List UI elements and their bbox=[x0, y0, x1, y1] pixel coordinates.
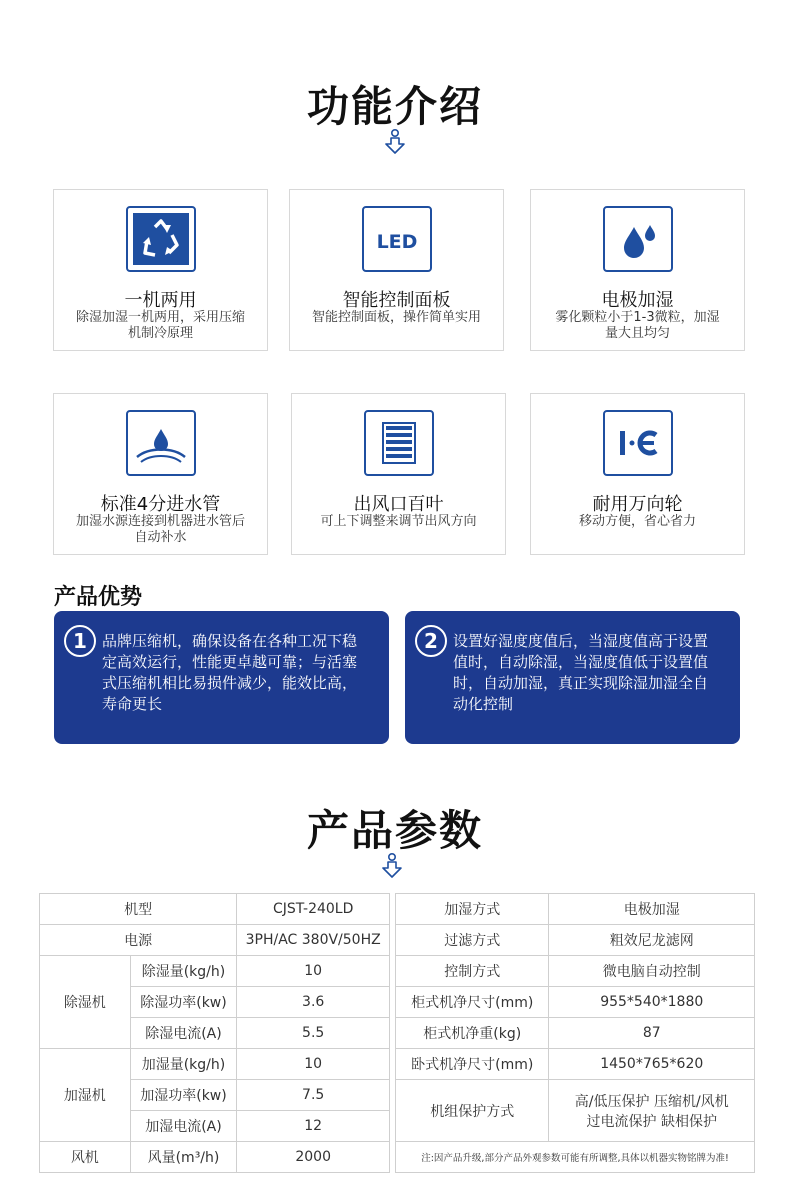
feature-desc: 移动方便，省心省力 bbox=[578, 514, 696, 529]
section-title-params: 产品参数 bbox=[306, 806, 483, 855]
param-label: 柜式机净重(kg) bbox=[396, 1018, 549, 1049]
feature-title: 标准4分进水管 bbox=[100, 494, 221, 515]
feature-title: 智能控制面板 bbox=[342, 290, 451, 311]
param-value: 3PH/AC 380V/50HZ bbox=[237, 925, 390, 956]
params-table-right bbox=[395, 893, 755, 1173]
feature-desc: 智能控制面板，操作简单实用 bbox=[312, 310, 482, 325]
down-arrow-icon bbox=[383, 128, 407, 154]
feature-card-air-vent bbox=[291, 393, 506, 555]
advantage-card-2 bbox=[405, 611, 740, 744]
protection-line-2: 过电流保护 缺相保护 bbox=[586, 1113, 717, 1130]
feature-card-caster bbox=[530, 393, 745, 555]
section-title-features: 功能介绍 bbox=[306, 82, 483, 131]
param-value: 3.6 bbox=[237, 987, 390, 1018]
param-label: 风量(m³/h) bbox=[130, 1142, 237, 1173]
feature-desc: 加湿水源连接到机器进水管后自动补水 bbox=[76, 514, 246, 545]
param-group: 除湿机 bbox=[40, 956, 131, 1049]
param-label: 机型 bbox=[40, 894, 237, 925]
led-icon-text: LED bbox=[376, 231, 417, 253]
param-label: 加湿电流(A) bbox=[130, 1111, 237, 1142]
param-label: 除湿功率(kw) bbox=[130, 987, 237, 1018]
water-drops-icon bbox=[603, 206, 673, 272]
params-note: 注:因产品升级,部分产品外观参数可能有所调整,具体以机器实物铭牌为准! bbox=[396, 1142, 755, 1173]
param-label: 电源 bbox=[40, 925, 237, 956]
param-value: 10 bbox=[237, 956, 390, 987]
feature-card-smart-panel bbox=[289, 189, 504, 351]
param-label: 除湿量(kg/h) bbox=[130, 956, 237, 987]
water-pipe-icon bbox=[126, 410, 196, 476]
feature-card-water-pipe bbox=[53, 393, 268, 555]
advantage-card-1 bbox=[54, 611, 389, 744]
feature-card-electrode bbox=[530, 189, 745, 351]
advantages-heading: 产品优势 bbox=[54, 584, 143, 610]
param-value: 5.5 bbox=[237, 1018, 390, 1049]
param-label: 加湿量(kg/h) bbox=[130, 1049, 237, 1080]
feature-desc: 可上下调整来调节出风方向 bbox=[320, 514, 477, 529]
param-label: 柜式机净尺寸(mm) bbox=[396, 987, 549, 1018]
param-value: 微电脑自动控制 bbox=[549, 956, 755, 987]
param-label: 过滤方式 bbox=[396, 925, 549, 956]
down-arrow-icon bbox=[380, 852, 404, 878]
caster-wheel-icon bbox=[603, 410, 673, 476]
params-table-left bbox=[39, 893, 390, 1173]
advantage-text: 设置好湿度度值后，当湿度值高于设置值时，自动除湿，当湿度值低于设置值时，自动加湿，真正实现除湿加湿全自动化控制 bbox=[453, 632, 709, 713]
feature-desc: 雾化颗粒小于1-3微粒，加湿量大且均匀 bbox=[555, 310, 720, 341]
param-value: 87 bbox=[549, 1018, 755, 1049]
advantage-text: 品牌压缩机，确保设备在各种工况下稳定高效运行，性能更卓越可靠；与活塞式压缩机相比易损件减少，能效比高，寿命更长 bbox=[102, 632, 358, 713]
param-value-protection bbox=[549, 1080, 755, 1142]
param-value: 电极加湿 bbox=[549, 894, 755, 925]
param-label: 加湿功率(kw) bbox=[130, 1080, 237, 1111]
feature-card-dual-use bbox=[53, 189, 268, 351]
feature-title: 耐用万向轮 bbox=[592, 494, 683, 515]
param-label: 除湿电流(A) bbox=[130, 1018, 237, 1049]
feature-title: 出风口百叶 bbox=[353, 494, 444, 515]
param-group: 风机 bbox=[40, 1142, 131, 1173]
feature-desc: 除湿加湿一机两用，采用压缩机制冷原理 bbox=[76, 310, 246, 341]
param-value: 7.5 bbox=[237, 1080, 390, 1111]
protection-line-1: 高/低压保护 压缩机/风机 bbox=[574, 1093, 729, 1110]
param-value: 10 bbox=[237, 1049, 390, 1080]
param-label: 加湿方式 bbox=[396, 894, 549, 925]
feature-title: 一机两用 bbox=[124, 290, 197, 311]
advantage-number: 2 bbox=[415, 625, 447, 657]
param-value: CJST-240LD bbox=[237, 894, 390, 925]
param-value: 2000 bbox=[237, 1142, 390, 1173]
param-label: 卧式机净尺寸(mm) bbox=[396, 1049, 549, 1080]
param-label: 机组保护方式 bbox=[396, 1080, 549, 1142]
feature-title: 电极加湿 bbox=[601, 290, 674, 311]
led-icon bbox=[362, 206, 432, 272]
advantage-number: 1 bbox=[64, 625, 96, 657]
param-value: 1450*765*620 bbox=[549, 1049, 755, 1080]
param-label: 控制方式 bbox=[396, 956, 549, 987]
param-value: 12 bbox=[237, 1111, 390, 1142]
param-value: 粗效尼龙滤网 bbox=[549, 925, 755, 956]
param-group: 加湿机 bbox=[40, 1049, 131, 1142]
recycle-icon bbox=[126, 206, 196, 272]
air-vent-icon bbox=[364, 410, 434, 476]
param-value: 955*540*1880 bbox=[549, 987, 755, 1018]
